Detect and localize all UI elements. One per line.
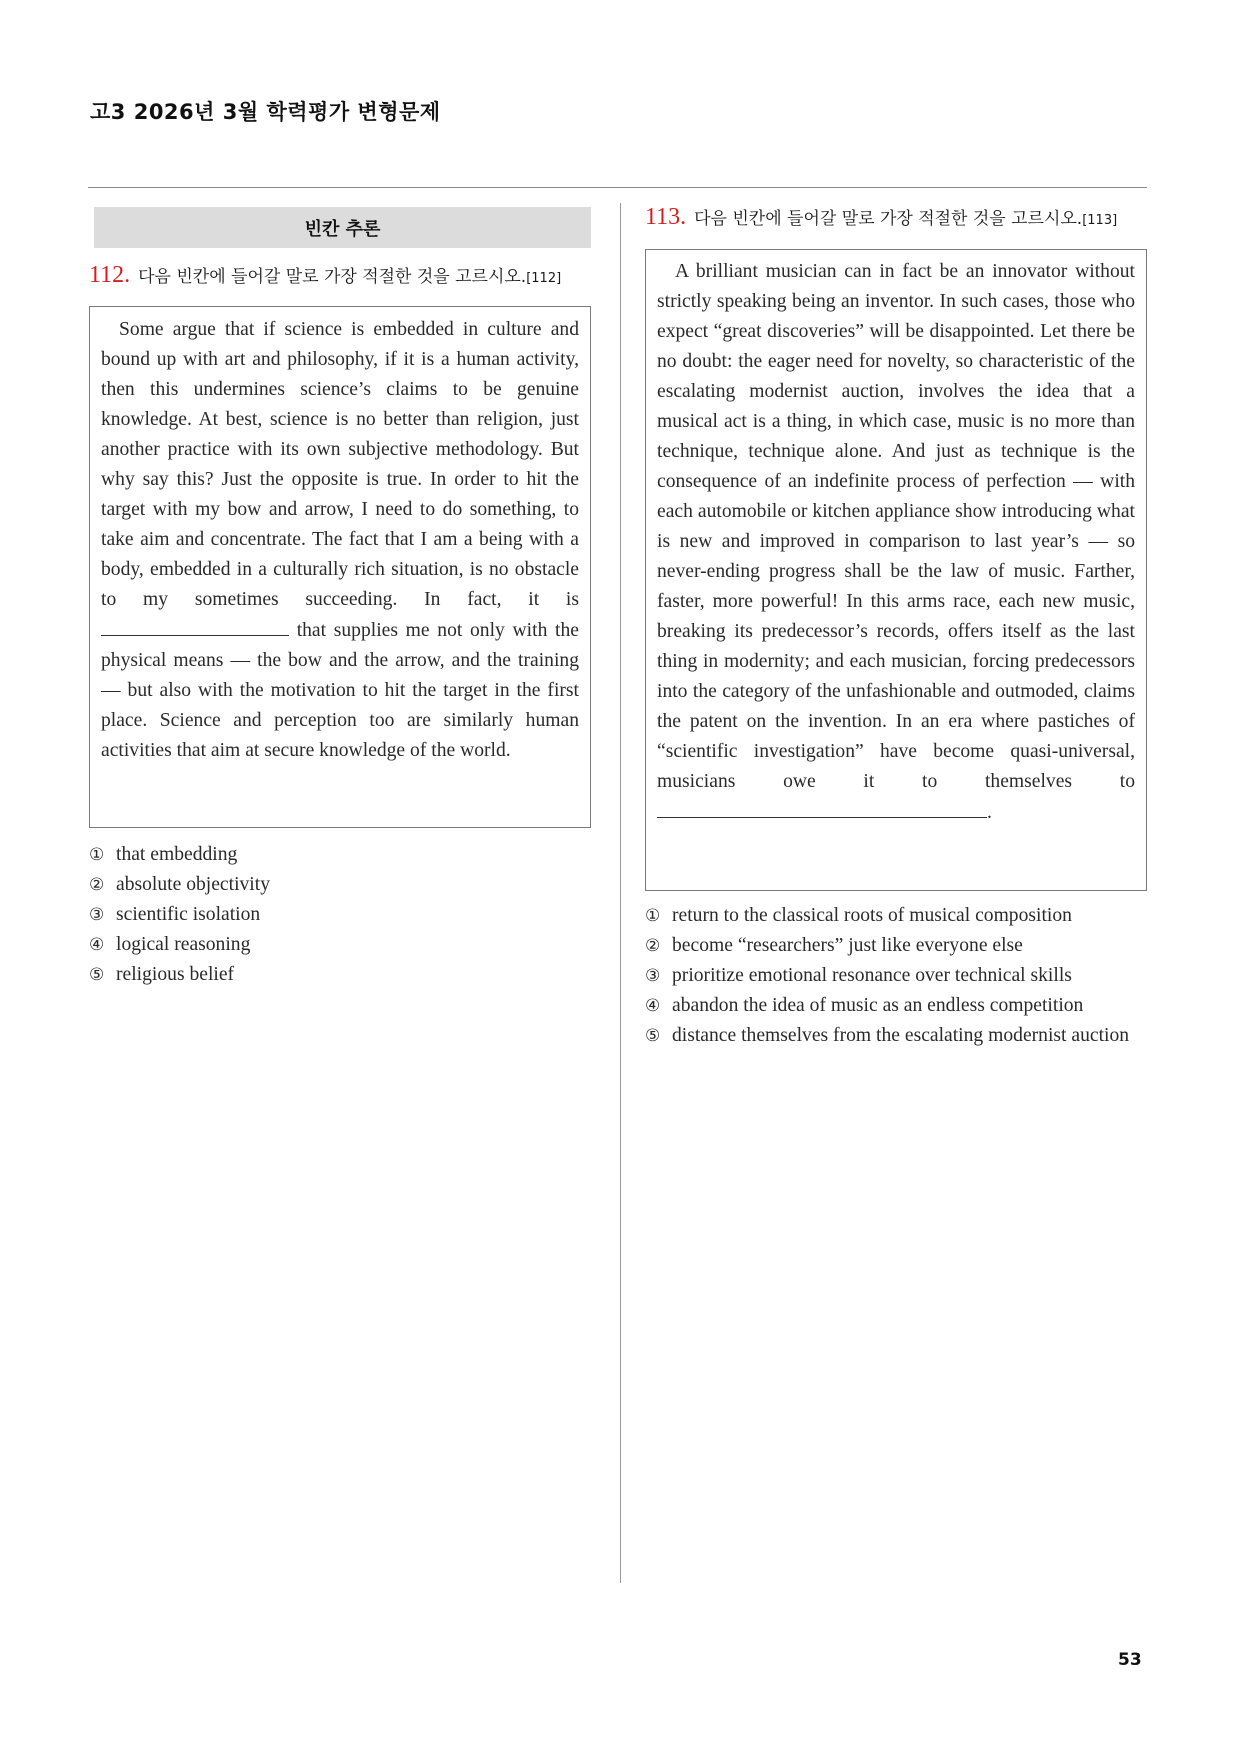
option-text: scientific isolation <box>116 904 261 925</box>
answer-option[interactable] <box>645 931 1147 961</box>
answer-option[interactable] <box>645 961 1147 991</box>
option-marker: ④ <box>89 935 105 955</box>
question-instruction: 다음 빈칸에 들어갈 말로 가장 적절한 것을 고르시오. <box>694 209 1083 229</box>
option-marker: ⑤ <box>645 1026 661 1046</box>
question-112-passage <box>89 306 591 828</box>
option-text: abandon the idea of music as an endless competition <box>672 995 1084 1016</box>
option-marker: ④ <box>645 996 661 1016</box>
answer-option[interactable] <box>89 930 589 960</box>
question-112-options <box>89 840 589 990</box>
answer-option[interactable] <box>89 900 589 930</box>
option-marker: ③ <box>645 966 661 986</box>
question-113-passage <box>645 249 1147 891</box>
option-text: return to the classical roots of musical composition <box>672 905 1072 926</box>
passage-text-before-blank: Some argue that if science is embedded in culture and bound up with art and philosophy, if it is a human activity, then this undermines science’s claims to be genuine knowledge. At best, science is no better than religion, just another practice with its own subjective methodology. But why say this? Just the opposite is true. In order to hit the target with my bow and arrow, I need to do something, to take aim and concentrate. The fact that I am a being with a body, embedded in a culturally rich situation, is no obstacle to my sometimes succeeding. In fact, it is <box>101 319 579 610</box>
question-number: 112. <box>89 262 131 288</box>
answer-option[interactable] <box>645 991 1147 1021</box>
option-text: distance themselves from the escalating modernist auction <box>672 1025 1130 1046</box>
answer-option[interactable] <box>89 840 589 870</box>
option-marker: ⑤ <box>89 965 105 985</box>
answer-blank <box>657 797 987 818</box>
answer-option[interactable] <box>89 870 589 900</box>
answer-option[interactable] <box>645 1021 1147 1051</box>
option-marker: ② <box>645 936 661 956</box>
option-text: absolute objectivity <box>116 874 270 895</box>
option-marker: ② <box>89 875 105 895</box>
section-banner <box>94 207 591 248</box>
question-112-heading <box>89 262 561 289</box>
question-number: 113. <box>645 204 687 230</box>
passage-text <box>657 257 1135 828</box>
section-title: 빈칸 추론 <box>304 218 381 240</box>
option-marker: ① <box>89 845 105 865</box>
option-marker: ③ <box>89 905 105 925</box>
question-source-tag: [112] <box>526 271 562 286</box>
option-text: religious belief <box>116 964 235 985</box>
header-divider <box>88 187 1147 188</box>
question-113-options <box>645 901 1147 1051</box>
column-divider <box>620 203 621 1583</box>
question-source-tag: [113] <box>1082 213 1118 228</box>
question-instruction: 다음 빈칸에 들어갈 말로 가장 적절한 것을 고르시오. <box>138 267 527 287</box>
page-number: 53 <box>1118 1650 1142 1670</box>
answer-option[interactable] <box>89 960 589 990</box>
option-text: that embedding <box>116 844 238 865</box>
option-text: become “researchers” just like everyone else <box>672 935 1023 956</box>
answer-option[interactable] <box>645 901 1147 931</box>
option-marker: ① <box>645 906 661 926</box>
passage-text <box>101 315 579 766</box>
passage-text-after-blank: that supplies me not only with the physical means — the bow and the arrow, and the training — but also with the motivation to hit the target in the first place. Science and perception too are similarly human activities that aim at secure knowledge of the world. <box>101 620 579 761</box>
passage-text-before-blank: A brilliant musician can in fact be an innovator without strictly speaking being an inventor. In such cases, those who expect “great discoveries” will be disappointed. Let there be no doubt: the eager need for novelty, so characteristic of the escalating modernist auction, involves the idea that a musical act is a thing, in which case, music is no more than technique, technique alone. And just as technique is the consequence of an indefinite process of perfection — with each automobile or kitchen appliance show introducing what is new and improved in comparison to last year’s — so never-ending progress shall be the law of music. Farther, faster, more powerful! In this arms race, each new music, breaking its predecessor’s records, offers itself as the last thing in modernity; and each musician, forcing predecessors into the category of the unfashionable and outmoded, claims the patent on the invention. In an era where pastiches of “scientific investigation” have become quasi-universal, musicians owe it to themselves to <box>657 261 1135 792</box>
answer-blank <box>101 615 289 636</box>
page-header-title: 고3 2026년 3월 학력평가 변형문제 <box>90 100 441 124</box>
option-text: prioritize emotional resonance over technical skills <box>672 965 1072 986</box>
option-text: logical reasoning <box>116 934 251 955</box>
question-113-heading <box>645 204 1117 231</box>
passage-end-punctuation: . <box>987 802 992 823</box>
